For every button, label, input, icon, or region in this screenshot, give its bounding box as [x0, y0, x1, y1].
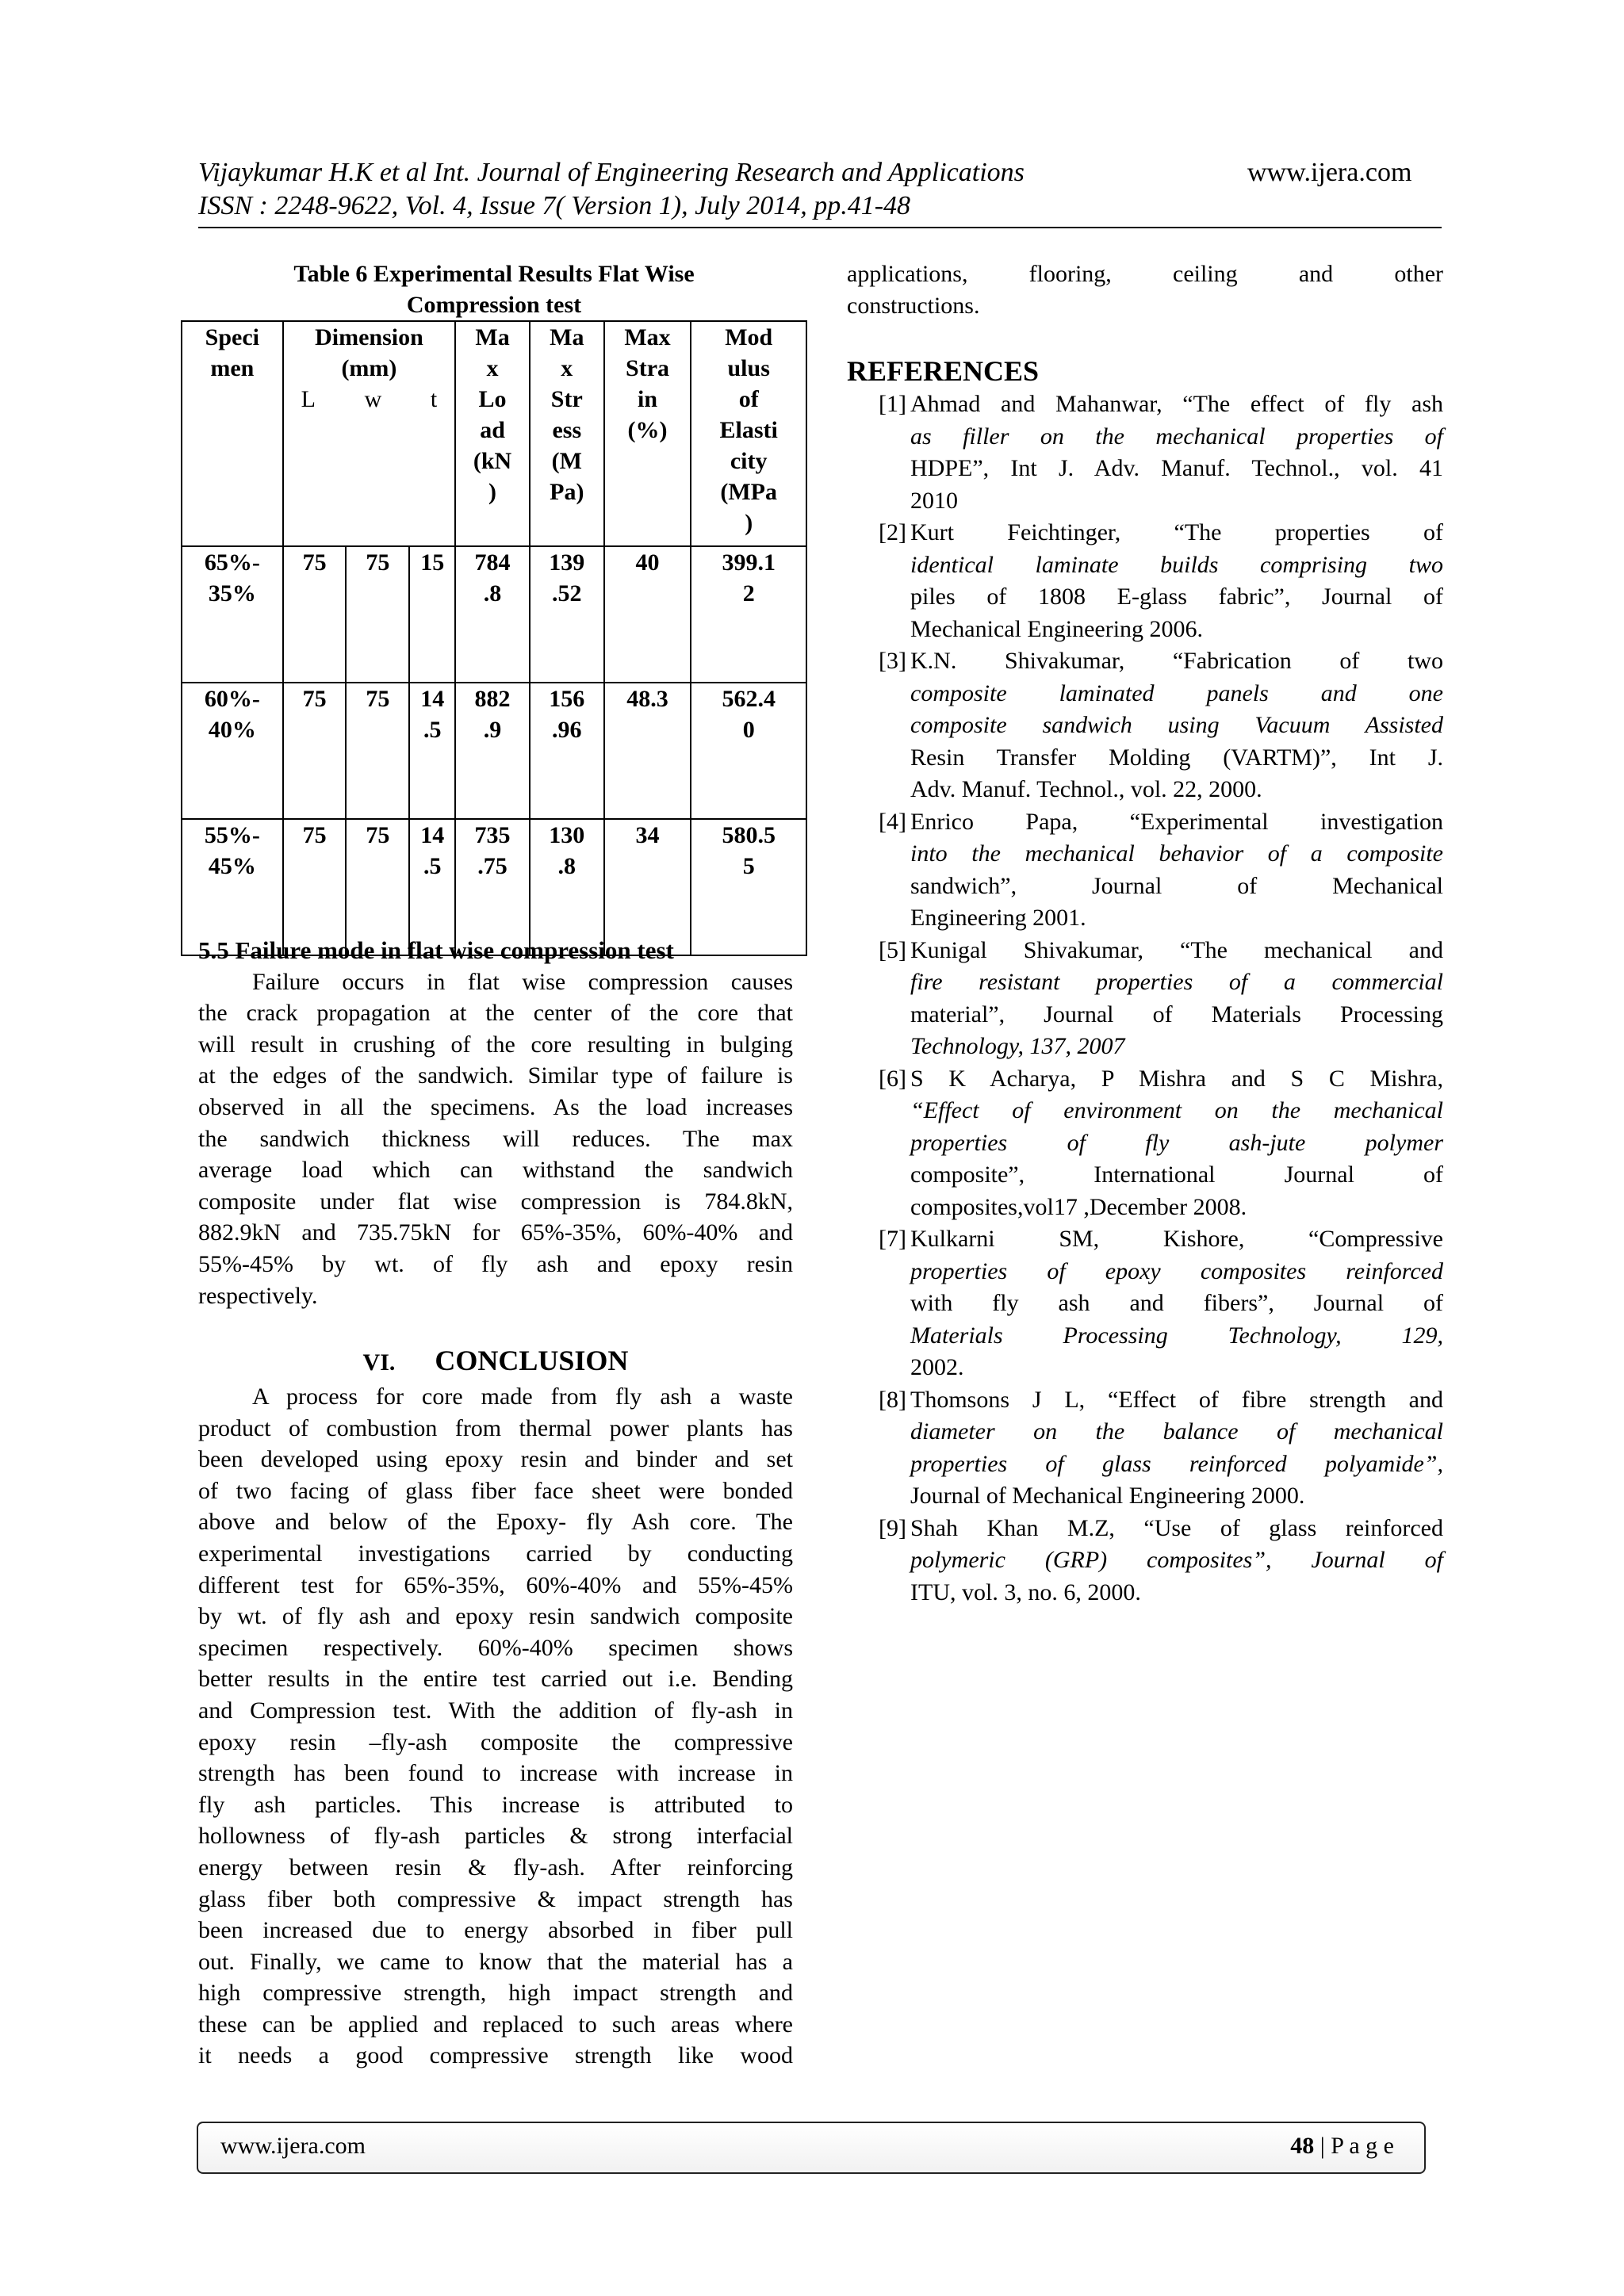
reference-number: [6]: [879, 1065, 906, 1092]
paragraph-line: by wt. of fly ash and epoxy resin sandwich composite: [198, 1603, 793, 1630]
cell-max-stress: 156 .96: [530, 683, 604, 819]
page-number-value: 48: [1290, 2133, 1315, 2159]
references-list: [847, 388, 1443, 1609]
cell-max-strain: 48.3: [604, 683, 691, 819]
footer-bar: [197, 2122, 1426, 2174]
table-caption-line: Table 6 Experimental Results Flat Wise: [293, 261, 695, 287]
cell-max-strain: 34: [604, 819, 691, 955]
table-header-row: [182, 321, 806, 546]
cell-length: 75: [283, 819, 347, 955]
reference-number: [2]: [879, 519, 906, 545]
reference-number: [9]: [879, 1514, 906, 1541]
cell-length: 75: [283, 683, 347, 819]
header-dimension: Dimension (mm) L w t: [283, 321, 456, 546]
cell-modulus: 562.4 0: [691, 683, 806, 819]
cell-modulus: 580.5 5: [691, 819, 806, 955]
conclusion-paragraph: [198, 1381, 793, 2072]
paragraph-line: been developed using epoxy resin and binder and set: [198, 1446, 793, 1473]
table-caption: [181, 258, 807, 320]
cell-specimen: 65%- 35%: [182, 546, 283, 683]
conclusion-heading: [198, 1343, 793, 1380]
cell-max-stress: 139 .52: [530, 546, 604, 683]
paragraph-line: specimen respectively. 60%-40% specimen shows: [198, 1634, 793, 1661]
paragraph-line: composite under flat wise compression is 784.8kN,: [198, 1188, 793, 1215]
cell-width: 75: [346, 819, 409, 955]
results-table: [181, 320, 807, 956]
cell-max-strain: 40: [604, 546, 691, 683]
paragraph-line: glass fiber both compressive & impact strength has: [198, 1885, 793, 1912]
reference-item: [5] Kunigal Shivakumar, “The mechanical and fire resistant properties of a commercial material”, Journal of Materials Processing Technology, 137, 2007: [847, 935, 1443, 1063]
cell-specimen: 55%- 45%: [182, 819, 283, 955]
cell-max-load: 784 .8: [455, 546, 530, 683]
paragraph-line: the crack propagation at the center of the core that: [198, 1000, 793, 1027]
header-max-stress: Ma x Str ess (M Pa): [530, 321, 604, 546]
paragraph-line: average load which can withstand the sandwich: [198, 1157, 793, 1184]
header-max-strain: Max Stra in (%): [604, 321, 691, 546]
reference-item: [9] Shah Khan M.Z, “Use of glass reinforced polymeric (GRP) composites”, Journal of ITU, vol. 3, no. 6, 2000.: [847, 1513, 1443, 1609]
reference-item: [2] Kurt Feichtinger, “The properties of identical laminate builds comprising two piles of 1808 E-glass fabric”, Journal of Mechanical Engineering 2006.: [847, 517, 1443, 645]
cell-specimen: 60%- 40%: [182, 683, 283, 819]
reference-number: [4]: [879, 808, 906, 835]
reference-item: [1] Ahmad and Mahanwar, “The effect of fly ash as filler on the mechanical properties of HDPE”, Int J. Adv. Manuf. Technol., vol. 41 2010: [847, 388, 1443, 517]
page-number: [1290, 2133, 1394, 2160]
paragraph-line: 55%-45% by wt. of fly ash and epoxy resin: [198, 1250, 793, 1277]
paragraph-line: 882.9kN and 735.75kN for 65%-35%, 60%-40% and: [198, 1219, 793, 1246]
right-column-intro: [847, 258, 1443, 321]
section-number: VI.: [362, 1349, 396, 1376]
paragraph-line: product of combustion from thermal power plants has: [198, 1414, 793, 1441]
paragraph-line: will result in crushing of the core resulting in bulging: [198, 1031, 793, 1058]
table-caption-line: Compression test: [406, 292, 582, 318]
table-row: [182, 683, 806, 819]
paragraph-line: it needs a good compressive strength like wood: [198, 2042, 793, 2069]
paragraph-line: better results in the entire test carried out i.e. Bending: [198, 1666, 793, 1693]
paragraph-line: above and below of the Epoxy- fly Ash core. The: [198, 1509, 793, 1536]
cell-modulus: 399.1 2: [691, 546, 806, 683]
reference-item: [6] S K Acharya, P Mishra and S C Mishra, “Effect of environment on the mechanical properties of fly ash-jute polymer composite”, International Journal of composites,vol17 ,December 2008.: [847, 1063, 1443, 1224]
cell-length: 75: [283, 546, 347, 683]
cell-max-load: 735 .75: [455, 819, 530, 955]
running-header-site: www.ijera.com: [1247, 158, 1412, 187]
paragraph-line: the sandwich thickness will reduces. The max: [198, 1125, 793, 1152]
cell-max-load: 882 .9: [455, 683, 530, 819]
page-label: | P a g e: [1314, 2133, 1394, 2159]
paragraph-line: fly ash particles. This increase is attributed to: [198, 1791, 793, 1818]
header-specimen: Speci men: [182, 321, 283, 546]
cell-thickness: 14 .5: [409, 819, 455, 955]
footer-site: www.ijera.com: [220, 2133, 366, 2159]
cell-thickness: 14 .5: [409, 683, 455, 819]
paragraph-line: epoxy resin –fly-ash composite the compressive: [198, 1728, 793, 1755]
paragraph-line: Failure occurs in flat wise compression causes: [252, 968, 793, 995]
reference-item: [7] Kulkarni SM, Kishore, “Compressive properties of epoxy composites reinforced with fly ash and fibers”, Journal of Materials Processing Technology, 129, 2002.: [847, 1223, 1443, 1384]
cell-thickness: 15: [409, 546, 455, 683]
paragraph-line: of two facing of glass fiber face sheet were bonded: [198, 1477, 793, 1504]
section-title: CONCLUSION: [435, 1345, 629, 1376]
paragraph-line: these can be applied and replaced to such areas where: [198, 2011, 793, 2038]
paragraph-line: out. Finally, we came to know that the material has a: [198, 1948, 793, 1975]
header-rule: [198, 227, 1442, 228]
running-header-issn: ISSN : 2248-9622, Vol. 4, Issue 7( Version 1), July 2014, pp.41-48: [198, 191, 911, 220]
paragraph-line: at the edges of the sandwich. Similar type of failure is: [198, 1062, 793, 1089]
paragraph-line: respectively.: [198, 1282, 318, 1309]
paragraph-line: hollowness of fly-ash particles & strong interfacial: [198, 1823, 793, 1850]
reference-number: [8]: [879, 1386, 906, 1413]
reference-number: [3]: [879, 648, 906, 674]
reference-number: [7]: [879, 1226, 906, 1252]
paragraph-line: A process for core made from fly ash a waste: [252, 1383, 793, 1410]
header-modulus: Mod ulus of Elasti city (MPa ): [691, 321, 806, 546]
reference-item: [8] Thomsons J L, “Effect of fibre strength and diameter on the balance of mechanical properties of glass reinforced polyamide”, Journal of Mechanical Engineering 2000.: [847, 1384, 1443, 1513]
reference-item: [4] Enrico Papa, “Experimental investigation into the mechanical behavior of a composite sandwich”, Journal of Mechanical Engineering 2001.: [847, 806, 1443, 935]
paragraph-line: different test for 65%-35%, 60%-40% and 55%-45%: [198, 1571, 793, 1598]
running-header-journal: Vijaykumar H.K et al Int. Journal of Engineering Research and Applications: [198, 158, 1025, 187]
reference-number: [5]: [879, 936, 906, 963]
paragraph-line: energy between resin & fly-ash. After reinforcing: [198, 1854, 793, 1881]
paragraph-line: been increased due to energy absorbed in fiber pull: [198, 1917, 793, 1944]
reference-number: [1]: [879, 391, 906, 417]
paragraph-line: and Compression test. With the addition of fly-ash in: [198, 1697, 793, 1724]
reference-item: [3] K.N. Shivakumar, “Fabrication of two composite laminated panels and one composite sandwich using Vacuum Assisted Resin Transfer Molding (VARTM)”, Int J. Adv. Manuf. Technol., vol. 22, 2000.: [847, 645, 1443, 806]
paragraph-line: experimental investigations carried by conducting: [198, 1540, 793, 1567]
paragraph-line: high compressive strength, high impact strength and: [198, 1980, 793, 2007]
section-5-5: [198, 935, 793, 1311]
paragraph-line: applications, flooring, ceiling and other: [847, 261, 1443, 287]
table-row: [182, 546, 806, 683]
dimension-subheaders: L w t: [301, 386, 438, 412]
section-heading: 5.5 Failure mode in flat wise compression test: [198, 936, 674, 964]
cell-width: 75: [346, 546, 409, 683]
cell-width: 75: [346, 683, 409, 819]
paragraph-line: strength has been found to increase with increase in: [198, 1760, 793, 1787]
cell-max-stress: 130 .8: [530, 819, 604, 955]
references-heading: REFERENCES: [847, 355, 1040, 387]
header-max-load: Ma x Lo ad (kN ): [455, 321, 530, 546]
paragraph-line: constructions.: [847, 292, 980, 319]
paragraph-line: observed in all the specimens. As the load increases: [198, 1093, 793, 1120]
